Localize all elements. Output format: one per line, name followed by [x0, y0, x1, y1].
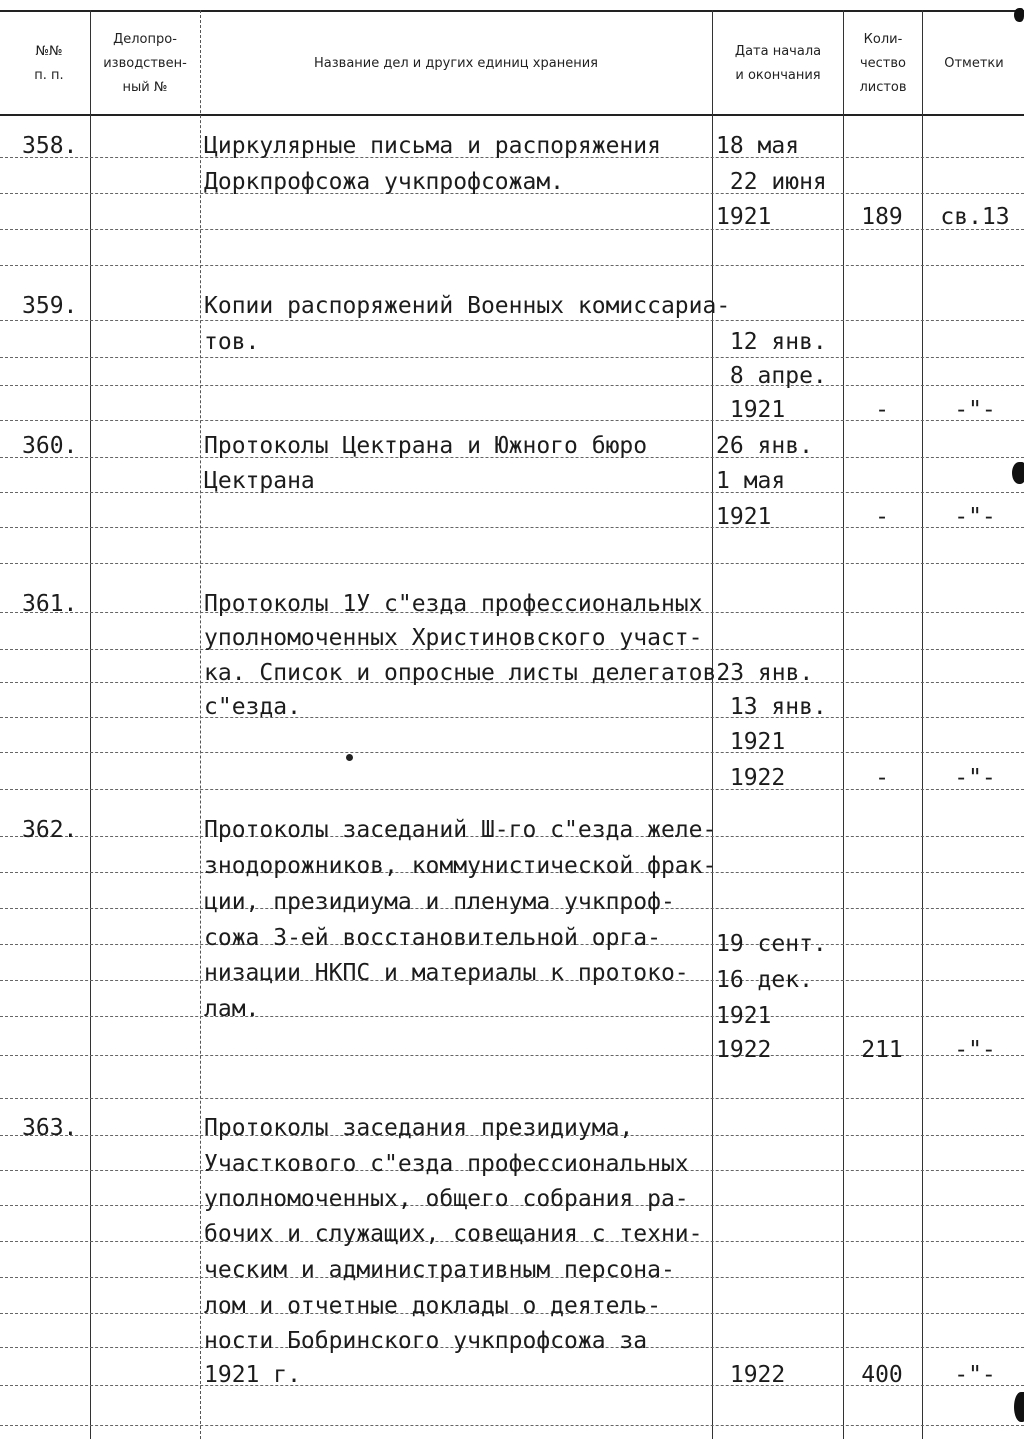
ruled-line — [0, 563, 1024, 564]
row-title-line: ности Бобринского учкпрофсожа за — [204, 1328, 648, 1354]
row-date-line: 1922 — [716, 1037, 772, 1063]
row-title-line: бочих и служащих, совещания с техни- — [204, 1221, 703, 1247]
row-date-line: 1921 — [716, 729, 786, 755]
row-number: 359. — [22, 293, 78, 319]
row-title-line: сожа 3-ей восстановительной орга- — [204, 925, 661, 951]
column-divider-1 — [90, 10, 91, 1439]
ruled-line — [0, 752, 1024, 753]
header-notes: Отметки — [944, 56, 1004, 71]
column-divider-2 — [200, 10, 201, 1439]
column-divider-3 — [712, 10, 713, 1439]
row-title-line: уполномоченных Христиновского участ- — [204, 625, 703, 651]
ruled-line — [0, 1098, 1024, 1099]
row-date-line: 1922 — [716, 765, 786, 791]
header-sheets: Коли- чество листов — [859, 32, 907, 95]
row-sheet-count: - — [875, 504, 889, 530]
row-date-line: 8 апре. — [716, 363, 827, 389]
row-date-line: 12 янв. — [716, 329, 827, 355]
row-notes: -"- — [954, 1362, 996, 1388]
column-divider-4 — [843, 10, 844, 1439]
row-title-line: Циркулярные письма и распоряжения — [204, 133, 661, 159]
row-title-line: 1921 г. — [204, 1362, 301, 1388]
row-notes: -"- — [954, 765, 996, 791]
row-title-line: с"езда. — [204, 694, 301, 720]
header-number: №№ п. п. — [34, 44, 64, 83]
row-number: 363. — [22, 1115, 78, 1141]
ruled-line — [0, 1016, 1024, 1017]
ink-blot — [1012, 462, 1024, 484]
row-title-line: тов. — [204, 329, 260, 355]
row-number: 361. — [22, 591, 78, 617]
row-notes: св.13 — [940, 204, 1010, 230]
row-title-line: Протоколы Цектрана и Южного бюро — [204, 433, 648, 459]
row-date-line: 1921 — [716, 204, 772, 230]
row-number: 362. — [22, 817, 78, 843]
row-sheet-count: 211 — [861, 1037, 903, 1063]
ink-blot — [1014, 1392, 1024, 1422]
row-title-line: Копии распоряжений Военных комиссариа- — [204, 293, 731, 319]
ruled-line — [0, 492, 1024, 493]
table-top-border — [0, 10, 1024, 12]
row-date-line: 26 янв. — [716, 433, 813, 459]
row-sheet-count: - — [875, 397, 889, 423]
row-date-line: 16 дек. — [716, 967, 813, 993]
row-sheet-count: 400 — [861, 1362, 903, 1388]
ruled-line — [0, 265, 1024, 266]
row-title-line: ка. Список и опросные листы делегатов23 янв. — [204, 660, 814, 686]
row-title-line: Протоколы 1У с"езда профессиональных — [204, 591, 703, 617]
row-number: 360. — [22, 433, 78, 459]
row-title-line: лам. — [204, 996, 260, 1022]
row-number: 358. — [22, 133, 78, 159]
row-title-line: лом и отчетные доклады о деятель- — [204, 1293, 661, 1319]
row-date-line: 1 мая — [716, 468, 786, 494]
row-notes: -"- — [954, 397, 996, 423]
row-date-line: 18 мая — [716, 133, 800, 159]
row-date-line: 1921 — [716, 1003, 772, 1029]
row-date-line: 1921 — [716, 504, 772, 530]
column-divider-5 — [922, 10, 923, 1439]
row-title-line: знодорожников, коммунистической фрак- — [204, 853, 717, 879]
row-title-line: Доркпрофсожа учкпрофсожам. — [204, 169, 565, 195]
row-title-line: ческим и административным персона- — [204, 1257, 675, 1283]
row-title-line: Протоколы заседаний Ш-го с"езда желе- — [204, 817, 717, 843]
row-title-line: Участкового с"езда профессиональных — [204, 1151, 689, 1177]
ruled-line — [0, 385, 1024, 386]
ruled-line — [0, 357, 1024, 358]
row-date-line: 19 сент. — [716, 931, 827, 957]
row-title-line: ции, президиума и пленума учкпроф- — [204, 889, 675, 915]
row-notes: -"- — [954, 504, 996, 530]
header-office-number: Делопро- изводствен- ный № — [103, 32, 187, 95]
row-date-line: 22 июня — [716, 169, 827, 195]
row-title-line: уполномоченных, общего собрания ра- — [204, 1186, 689, 1212]
row-notes: -"- — [954, 1037, 996, 1063]
row-date-line: 1921 — [716, 397, 786, 423]
ink-blot — [1014, 8, 1024, 22]
row-title-line: низации НКПС и материалы к протоко- — [204, 960, 689, 986]
ink-dot — [346, 754, 353, 761]
ruled-line — [0, 1425, 1024, 1426]
row-title-line: Цектрана — [204, 468, 315, 494]
header-dates: Дата начала и окончания — [734, 44, 822, 83]
row-sheet-count: 189 — [861, 204, 903, 230]
row-date-line: 1922 — [716, 1362, 786, 1388]
header-bottom-border — [0, 114, 1024, 116]
row-date-line: 13 янв. — [716, 694, 827, 720]
ruled-line — [0, 717, 1024, 718]
row-sheet-count: - — [875, 765, 889, 791]
header-title: Название дел и других единиц хранения — [314, 56, 598, 71]
row-title-line: Протоколы заседания президиума, — [204, 1115, 634, 1141]
